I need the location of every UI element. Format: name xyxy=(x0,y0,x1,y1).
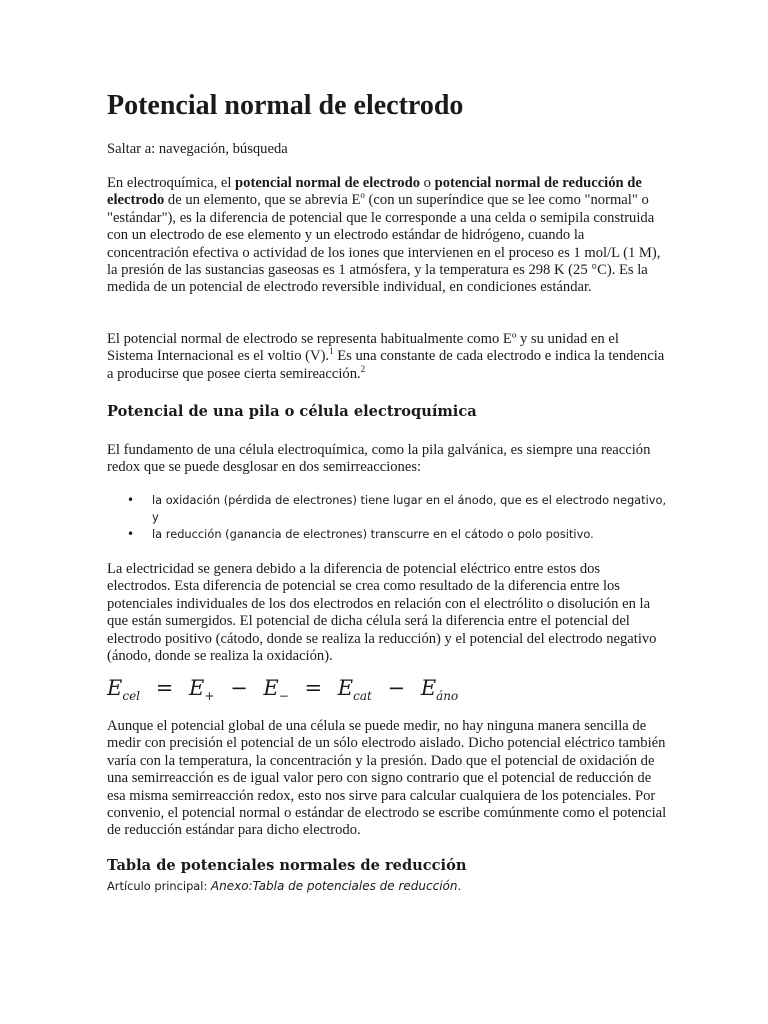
skip-navigation-text: Saltar a: navegación, búsqueda xyxy=(107,141,288,157)
list-item-oxidation: • la oxidación (pérdida de electrones) tiene lugar en el ánodo, que es el electrodo negativo, y xyxy=(127,493,667,524)
representation-paragraph: El potencial normal de electrodo se representa habitualmente como Eº y su unidad en el Sistema Internacional es el voltio (V).$^1$ Es una constante de cada electrodo e indica la tendencia a producirse que posee cierta semireacción.$^2$ xyxy=(107,331,665,382)
term-potencial-normal: potencial normal de electrodo xyxy=(235,175,421,191)
main-article-note: Artículo principal: Anexo:Tabla de potenciales de reducción. xyxy=(107,879,462,893)
reference-2[interactable]: 2 xyxy=(360,363,366,374)
term-potencial-reduccion: potencial normal de reducción de electrodo xyxy=(107,175,642,209)
main-article-link[interactable]: Anexo:Tabla de potenciales de reducción xyxy=(210,879,458,893)
bullet-icon: • xyxy=(127,493,135,507)
electricity-paragraph: La electricidad se genera debido a la diferencia de potencial eléctrico entre estos dos electrodos. Esta diferencia de potencial se crea como resultado de la diferencia entre los potenciales individuales de los dos electrodos en relación con el electrólito o disolución en la que están sumergidos. El potencial de dicha célula será la diferencia entre el potencial del electrodo positivo (cátodo, donde se realiza la reducción) y el potencial del electrodo negativo (ánodo, donde se realiza la oxidación). xyxy=(107,561,657,665)
reference-1[interactable]: 1 xyxy=(329,346,334,357)
measurement-paragraph: Aunque el potencial global de una célula se puede medir, no hay ninguna manera sencilla de medir con precisión el potencial de un sólo electrodo aislado. Dicho potencial eléctrico también varía con la temperatura, la concentración y la presión. Dado que el potencial de oxidación de una semirreacción es de igual valor pero con signo contrario que el potencial de reducción de esa misma semirreacción redox, esto nos sirve para calcular cualquiera de los potenciales. Por convenio, el potencial normal o estándar de electrodo se escribe comúnmente como el potencial de reducción estándar para dicho electrodo. xyxy=(107,718,667,839)
page-title: Potencial normal de electrodo xyxy=(107,90,464,121)
intro-paragraph: En electroquímica, el potencial normal de electrodo o potencial normal de reducción de electrodo de un elemento, que se abrevia $E^o$ (con un superíndice que se lee como "normal" o "estándar"), es la diferencia de potencial que le corresponde a una celda o semipila construida con un electrodo de ese elemento y un electrodo estándar de hidrógeno, cuando la concentración efectiva o actividad de los iones que intervienen en el proceso es 1 mol/L (1 M), la presión de las sustancias gaseosas es 1 atmósfera, y la temperatura es 298 K (25 °C). Es la medida de un potencial de electrodo reversible individual, en condiciones estándar. xyxy=(107,175,661,296)
cell-potential-formula: $E_{cel} = E_+ - E_- = E_{cat} - E_{áno}$ xyxy=(107,676,459,703)
bullet-icon: • xyxy=(127,527,135,541)
pila-paragraph: El fundamento de una célula electroquímica, como la pila galvánica, es siempre una reacción redox que se puede desglosar en dos semirreacciones: xyxy=(107,442,651,476)
semireaction-list xyxy=(107,492,667,543)
section-heading-pila: Potencial de una pila o célula electroquímica xyxy=(107,403,477,420)
list-item-reduction: • la reducción (ganancia de electrones) transcurre en el cátodo o polo positivo. xyxy=(127,527,594,541)
section-heading-tabla: Tabla de potenciales normales de reducción xyxy=(107,857,467,874)
